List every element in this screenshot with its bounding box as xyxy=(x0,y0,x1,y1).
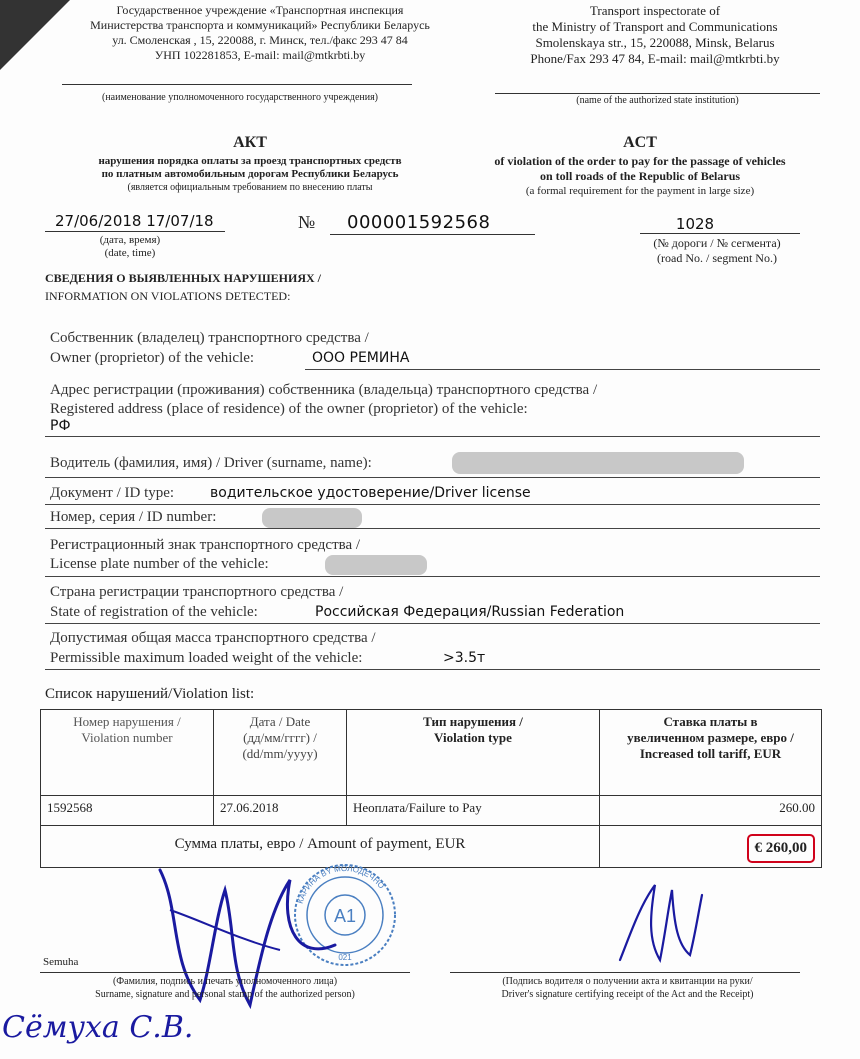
header-en-line1: Transport inspectorate of xyxy=(589,3,721,18)
stamp-bottom: 021 xyxy=(338,953,352,962)
address-label-en: Registered address (place of residence) of the owner (proprietor) of the vehicle: xyxy=(50,401,528,417)
state-value: Российская Федерация/Russian Federation xyxy=(315,604,625,620)
plate-redacted xyxy=(325,555,427,575)
title-ru-heading: АКТ xyxy=(233,134,267,151)
road-caption-en: (road No. / segment No.) xyxy=(657,251,777,265)
act-number-symbol: № xyxy=(298,212,316,232)
owner-value: ООО РЕМИНА xyxy=(312,350,410,366)
col-rate-header-1: Ставка платы в xyxy=(663,714,758,729)
header-ru-line3: ул. Смоленская , 15, 220088, г. Минск, тел./факс 293 47 84 xyxy=(112,33,408,47)
col-date-header-ru: Дата / Date xyxy=(249,714,311,729)
section-heading-en: INFORMATION ON VIOLATIONS DETECTED: xyxy=(45,289,291,303)
number-rule xyxy=(330,234,535,235)
row-date: 27.06.2018 xyxy=(214,796,347,826)
violation-table xyxy=(40,709,822,868)
weight-rule xyxy=(45,669,820,670)
inspector-caption-ru: (Фамилия, подпись и печать уполномоченного лица) xyxy=(112,976,338,987)
header-en-line2: the Ministry of Transport and Communications xyxy=(532,19,778,34)
driver-label: Водитель (фамилия, имя) / Driver (surname, name): xyxy=(50,455,372,471)
address-value: РФ xyxy=(50,418,71,434)
driver-rule xyxy=(45,477,820,478)
total-value: € 260,00 xyxy=(747,834,816,863)
inspector-caption xyxy=(40,975,410,1001)
row-number: 1592568 xyxy=(41,796,214,826)
header-ru-line1: Государственное учреждение «Транспортная инспекция xyxy=(116,3,404,17)
header-ru-rule xyxy=(62,84,412,85)
col-number-header-en: Violation number xyxy=(81,730,173,745)
plate-rule xyxy=(45,576,820,577)
section-heading-ru: СВЕДЕНИЯ О ВЫЯВЛЕННЫХ НАРУШЕНИЯХ / xyxy=(45,271,322,285)
road-caption-ru: (№ дороги / № сегмента) xyxy=(653,236,781,250)
weight-value: >3.5т xyxy=(443,650,486,666)
date-caption xyxy=(55,234,205,260)
header-ru-caption: (наименование уполномоченного государственного учреждения) xyxy=(101,92,379,103)
header-en-line3: Smolenskaya str., 15, 220088, Minsk, Belarus xyxy=(535,35,775,50)
road-rule xyxy=(640,233,800,234)
col-type-header-ru: Тип нарушения / xyxy=(423,714,523,729)
date-rule xyxy=(45,231,225,232)
title-en-heading: ACT xyxy=(623,134,657,151)
state-label-ru: Страна регистрации транспортного средства / xyxy=(50,584,344,600)
driver-name-redacted xyxy=(452,452,744,474)
driver-signature xyxy=(610,875,710,970)
weight-label-ru: Допустимая общая масса транспортного средства / xyxy=(50,630,376,646)
inspector-rule xyxy=(40,972,410,973)
road-value: 1028 xyxy=(675,215,715,233)
title-ru xyxy=(30,134,470,194)
title-en-line3: (a formal requirement for the payment in large size) xyxy=(525,185,755,197)
state-label-en: State of registration of the vehicle: xyxy=(50,604,258,620)
idnum-label: Номер, серия / ID number: xyxy=(50,509,217,525)
title-ru-line3: (является официальным требованием по внесению платы xyxy=(127,182,373,193)
violation-list-label: Список нарушений/Violation list: xyxy=(45,686,255,702)
act-date-value: 27/06/2018 17/07/18 xyxy=(55,212,214,230)
stamp-center: A1 xyxy=(333,906,357,926)
col-number-header-ru: Номер нарушения / xyxy=(73,714,181,729)
driver-signature-rule xyxy=(450,972,800,973)
doc-value: водительское удостоверение/Driver license xyxy=(210,485,531,501)
inspector-name: Semuha xyxy=(43,956,79,968)
date-caption-ru: (дата, время) xyxy=(99,234,161,246)
plate-label-en: License plate number of the vehicle: xyxy=(50,556,269,572)
violation-table-header xyxy=(41,710,822,796)
header-en-rule xyxy=(495,93,820,94)
plate-label-ru: Регистрационный знак транспортного средства / xyxy=(50,537,361,553)
header-en xyxy=(490,3,820,67)
col-number-header xyxy=(41,710,214,796)
address-rule xyxy=(45,436,820,437)
doc-label: Документ / ID type: xyxy=(50,485,175,501)
col-type-header-en: Violation type xyxy=(434,730,512,745)
title-en-line1: of violation of the order to pay for the passage of vehicles xyxy=(494,154,786,168)
date-caption-en: (date, time) xyxy=(104,247,156,259)
col-date-header-fmt-en: (dd/mm/yyyy) xyxy=(242,746,318,761)
driver-caption-ru: (Подпись водителя о получении акта и квитанции на руки/ xyxy=(502,976,753,987)
stamp-ring-text: КАРИНА BY МОЛОДЕЧНО xyxy=(295,863,387,905)
header-ru xyxy=(30,3,490,63)
owner-rule xyxy=(305,369,820,370)
col-rate-header-2: увеличенном размере, евро / xyxy=(627,730,794,745)
state-rule xyxy=(45,623,820,624)
title-en-line2: on toll roads of the Republic of Belarus xyxy=(539,169,741,183)
header-ru-line4: УНП 102281853, E-mail: mail@mtkrbti.by xyxy=(154,48,366,62)
header-en-caption: (name of the authorized state institution) xyxy=(576,95,739,106)
driver-caption-en: Driver's signature certifying receipt of the Act and the Receipt) xyxy=(501,989,754,1000)
header-ru-line2: Министерства транспорта и коммуникаций» Республики Беларусь xyxy=(90,18,430,32)
total-label: Сумма платы, евро / Amount of payment, EUR xyxy=(41,826,600,868)
title-ru-line1: нарушения порядка оплаты за проезд транспортных средств xyxy=(98,155,402,167)
driver-caption xyxy=(450,975,805,1001)
inspector-caption-en: Surname, signature and personal stamp of the authorized person) xyxy=(95,989,355,1000)
col-date-header xyxy=(214,710,347,796)
idnum-redacted xyxy=(262,508,362,528)
address-label-ru: Адрес регистрации (проживания) собственника (владельца) транспортного средства / xyxy=(50,382,598,398)
table-row xyxy=(41,796,822,826)
row-rate: 260.00 xyxy=(600,796,822,826)
total-cell xyxy=(600,826,822,868)
weight-label-en: Permissible maximum loaded weight of the vehicle: xyxy=(50,650,363,666)
title-ru-line2: по платным автомобильным дорогам Республики Беларусь xyxy=(101,168,399,180)
header-en-line4: Phone/Fax 293 47 84, E-mail: mail@mtkrbti.by xyxy=(530,51,780,66)
owner-label-en: Owner (proprietor) of the vehicle: xyxy=(50,350,255,366)
handwritten-name: Сёмуха С.В. xyxy=(2,1010,194,1045)
col-date-header-fmt-ru: (дд/мм/гггг) / xyxy=(243,730,317,745)
col-rate-header-3: Increased toll tariff, EUR xyxy=(639,746,782,761)
row-type: Неоплата/Failure to Pay xyxy=(347,796,600,826)
col-type-header xyxy=(347,710,600,796)
act-number-value: 000001592568 xyxy=(347,212,491,233)
doc-rule xyxy=(45,504,820,505)
col-rate-header xyxy=(600,710,822,796)
road-caption xyxy=(622,236,812,266)
title-en xyxy=(455,134,825,199)
idnum-rule xyxy=(45,528,820,529)
owner-label-ru: Собственник (владелец) транспортного средства / xyxy=(50,330,369,346)
